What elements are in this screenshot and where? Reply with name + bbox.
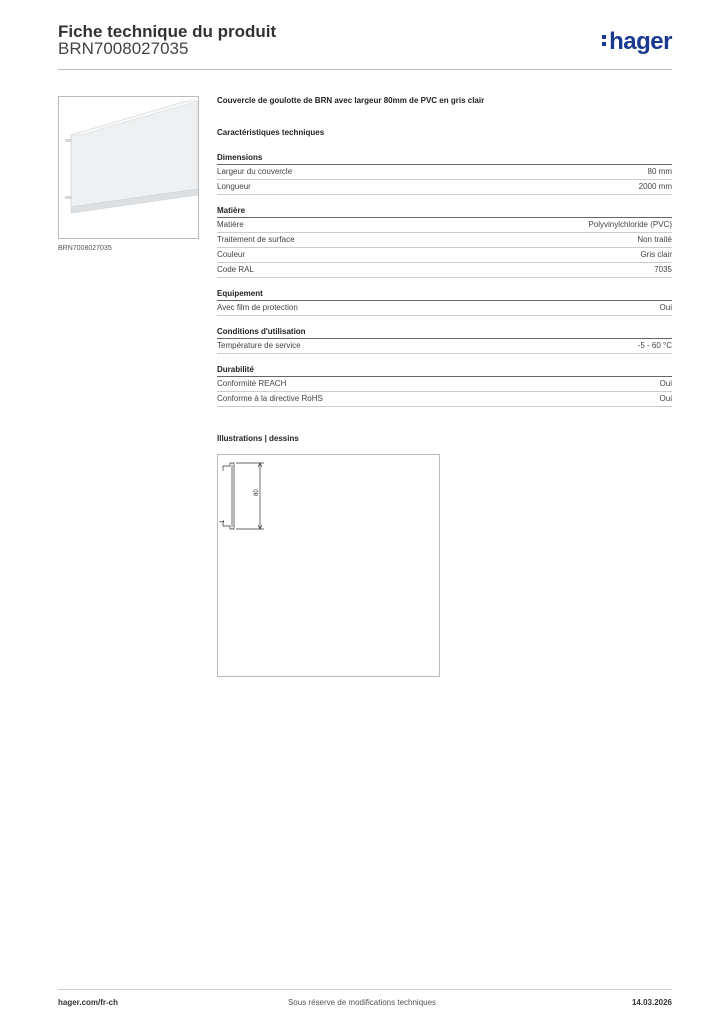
spec-label: Traitement de surface [217,235,295,244]
spec-section [217,288,672,316]
spec-row [217,263,672,278]
product-image [58,96,199,239]
section-title: Conditions d'utilisation [217,326,672,339]
illustrations-title: Illustrations | dessins [217,434,299,443]
footer-date: 14.03.2026 [631,998,672,1007]
spec-label: Code RAL [217,265,254,274]
spec-value: 80 mm [647,167,672,176]
spec-label: Matière [217,220,244,229]
spec-row [217,248,672,263]
spec-section [217,205,672,278]
product-code: BRN7008027035 [58,39,189,58]
spec-label: Avec film de protection [217,303,298,312]
specifications [217,96,672,417]
section-title: Matière [217,205,672,218]
image-caption: BRN7008027035 [58,245,112,252]
footer-divider [58,989,672,990]
spec-row [217,233,672,248]
page-title: Fiche technique du produit [58,22,277,41]
spec-value: Polyvinylchloride (PVC) [588,220,672,229]
spec-label: Température de service [217,341,301,350]
spec-label: Conforme à la directive RoHS [217,394,323,403]
spec-label: Couleur [217,250,246,259]
spec-value: Oui [659,303,672,312]
spec-value: Oui [659,379,672,388]
dimension-label: 80 [254,489,260,496]
spec-row [217,180,672,195]
technical-drawing [217,454,440,677]
product-description: Couvercle de goulotte de BRN avec largeur 80mm de PVC en gris clair [217,96,485,105]
spec-value: -5 - 60 °C [637,341,672,350]
section-title: Durabilité [217,364,672,377]
spec-row [217,377,672,392]
spec-row [217,392,672,407]
section-title: Dimensions [217,152,672,165]
spec-value: Non traité [637,235,672,244]
spec-row [217,339,672,354]
spec-value: 7035 [654,265,672,274]
spec-label: Largeur du couvercle [217,167,293,176]
logo-colon-icon [602,32,606,49]
spec-section [217,364,672,407]
spec-value: 2000 mm [638,182,672,191]
small-dimension-label: 1 [220,519,226,523]
spec-row [217,165,672,180]
hager-logo[interactable] [602,28,672,56]
characteristics-title: Caractéristiques techniques [217,128,325,137]
logo-text: hager [609,28,672,55]
spec-row [217,301,672,316]
header-divider [58,69,672,70]
spec-row [217,218,672,233]
spec-section [217,152,672,195]
footer-notice: Sous réserve de modifications techniques [287,998,437,1007]
spec-value: Oui [659,394,672,403]
spec-section [217,326,672,354]
spec-label: Conformité REACH [217,379,287,388]
section-title: Equipement [217,288,672,301]
spec-label: Longueur [217,182,251,191]
footer-website-link[interactable]: hager.com/fr-ch [58,998,119,1007]
spec-value: Gris clair [640,250,672,259]
